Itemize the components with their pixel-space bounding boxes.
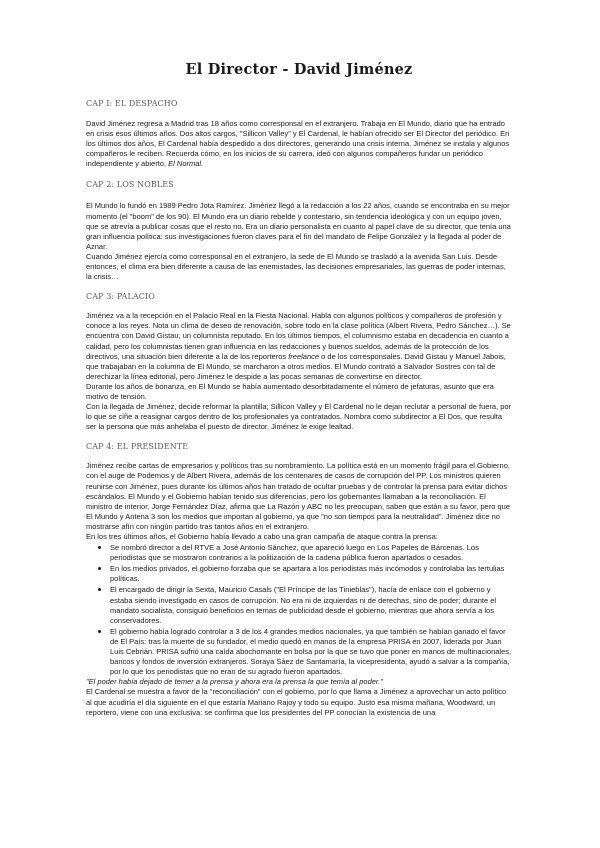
section-heading-cap2: CAP 2: LOS NOBLES <box>86 180 174 190</box>
paragraph: En los tres últimos años, el Gobierno había llevado a cabo una gran campaña de ataque contra la prensa: <box>86 532 438 541</box>
paragraph-text: o de los corresponsales. David Gistau y Manuel Jabois, que trabajaban en la columna de El Mundo, se marcharon a otros medios. El Mundo contrató a Salvador Sostres con tal de derechizar la línea editorial, pero Jiménez le despide a las pocas semanas de convertirse en director. <box>86 351 506 381</box>
paragraph-text: David Jiménez regresa a Madrid tras 18 años como corresponsal en el extranjero. Trabaja en El Mundo, diario que ha entrado en crisis esos últimos años. Dos altos cargos, "Sillicon Valley" y El Cardenal, le habían ofrecido ser El Director del periódico. En los últimos dos años, El Cardenal había despedido a dos directores, generando una crisis interna. Jiménez se instala y algunos compañeros le reciben. Recuerda cómo, en los inicios de su carrera, ideó con algunos compañeros fundar un periódico independiente y abierto, <box>86 119 510 169</box>
paragraph <box>86 311 512 382</box>
italic-text: El Normal. <box>168 159 204 169</box>
list-item: • El gobierno había logrado controlar a 3 de los 4 grandes medios nacionales, ya que también se habían ganado el favor de El País: tras la muerte de su fundador, el medio quedó en manos de la empresa PRISA en 2007, liderada por Juan Luis Cebrián. PRISA sufrió una caída abochornante en bolsa por la que se tuvo que poner en manos de multinacionales, bancos y fondos de inversión extranjeros. Soraya Sáez de Santamaría, la vicepresidenta, ayudó a salvar a la compañía, por lo que los periodistas que no eran de su agrado fueron apartados. <box>110 626 512 677</box>
paragraph-text: Jiménez va a la recepción en el Palacio Real en la Fiesta Nacional. Habla con algunos políticos y compañeros de profesión y conoce a los reyes. Nota un clima de deseo de renovación, sobre todo en la clase política (Albert Rivera, Pedro Sánchez…). Se encuentra con David Gistau, un columnista reputado. En los últimos tiempos, el columnismo estaba en decadencia en cuanto a calidad, pero los columnistas tienen gran influencia en las redacciones y buenos sueldos, además de la protección de los directivos, una situación bien diferente a la de los reporteros <box>86 311 511 361</box>
quote: "El poder había dejado de temer a la prensa y ahora era la prensa la que temía al poder." <box>86 677 383 687</box>
paragraph: El Cardenal se muestra a favor de la "reconciliación" con el gobierno, por lo que llama a Jiménez a aprovechar un acto político al que acudiría el día siguiente en el que estaría Mariano Rajoy y todo su equipo. Justo esa misma mañana, Woodward, un reportero, viene con una exclusiva: se confirma que los presidentes del PP conocían la existencia de una <box>86 687 507 717</box>
document-title: El Director - David Jiménez <box>185 61 413 78</box>
paragraph: Cuando Jiménez ejercía como corresponsal en el extranjero, la sede de El Mundo se trasladó a la avenida San Luis. Desde entonces, el clima era bien diferente a causa de las enemistades, las decisiones empresariales, las guerras de poder internas, la crisis… <box>86 251 506 282</box>
list-item: • Se nombró director a del RTVE a José Antonio Sánchez, que apareció luego en Los Papeles de Bárcenas. Los periodistas que se mostraron contrarios a la politización de la cadena pública fueron apartados o cesados. <box>110 542 512 563</box>
section-body-cap3 <box>86 311 512 432</box>
paragraph: Jiménez recibe cartas de empresarios y políticos tras su nombramiento. La política está en un momento frágil para el Gobierno, con el auge de Podemos y de Albert Rivera, además de los centenares de casos de corrupción del PP. Los ministros quieren reunirse con Jiménez, pues durante los últimos años han tratado de ocultar pruebas y de controlar la prensa para evitar dichos escándalos. El Mundo y el Gobierno habían tenido sus diferencias, pero los gobernantes llamaban a la reconciliación. El ministro de interior, Jorge Fernández Díaz, afirma que La Razón y ABC no les preocupan, saben que están a su favor, pero que El Mundo y Antena 3 son los medios que importan al gobierno, ya que "no son tiempos para la neutralidad". Jiménez dice no mostrarse afín con ningún partido tras tantos años en el extranjero. <box>86 461 510 531</box>
section-body-cap1 <box>86 119 512 169</box>
paragraph: Durante los años de bonanza, en El Mundo se había aumentado desorbitadamente el número de jefaturas, asunto que era motivo de tensión. <box>86 381 494 401</box>
paragraph: El Mundo lo fundó en 1989 Pedro Jota Ramírez. Jiménez llegó a la redacción a los 22 años, cuando se encontraba en su mejor momento (el "boom" de los 90). El Mundo era un diario rebelde y contestario, sin tendencia ideológica y con un equipo joven, que se atrevía a publicar cosas que el resto no. Era un diario personalista en cuanto al papel clave de su director, que tenía una gran influencia política: sus investigaciones fueron claves para el fin del mandato de Felipe González y la llegada al poder de Aznar. <box>86 201 511 251</box>
list-item: • En los medios privados, el gobierno forzaba que se apartara a los periodistas más incómodos y controlaba las tertulias políticas. <box>110 563 512 584</box>
bullet-list <box>86 542 512 677</box>
paragraph: Con la llegada de Jiménez, decide reformar la plantilla; Sillicon Valley y El Cardenal no le dejan reclutar a personal de fuera, por lo que se ciñe a reasignar cargos dentro de los profesionales ya contratados. Nombra como subdirector a El Dos, que resulta ser la persona que más anhelaba el puesto de director. Jiménez le exige lealtad. <box>86 402 512 432</box>
section-heading-cap4: CAP 4: EL PRESIDENTE <box>86 442 189 452</box>
italic-text: freelance <box>288 351 320 361</box>
list-item: • El encargado de dirigir la Sexta, Mauricio Casals ("El Príncipe de las Tinieblas"), hacía de enlace con el gobierno y estaba siendo investigado en casos de corrupción. No era ni de izquierdas ni de derechas, sino de poder; durante el mandato socialista, consiguió beneficios en temas de publicidad desde el gobierno, mientras que ahora servía a los conservadores. <box>110 584 512 625</box>
section-body-cap4 <box>86 461 512 717</box>
paragraph <box>86 119 512 169</box>
section-body-cap2 <box>86 201 512 282</box>
section-heading-cap1: CAP I: EL DESPACHO <box>86 99 178 108</box>
section-heading-cap3: CAP 3: PALACIO <box>86 292 155 302</box>
